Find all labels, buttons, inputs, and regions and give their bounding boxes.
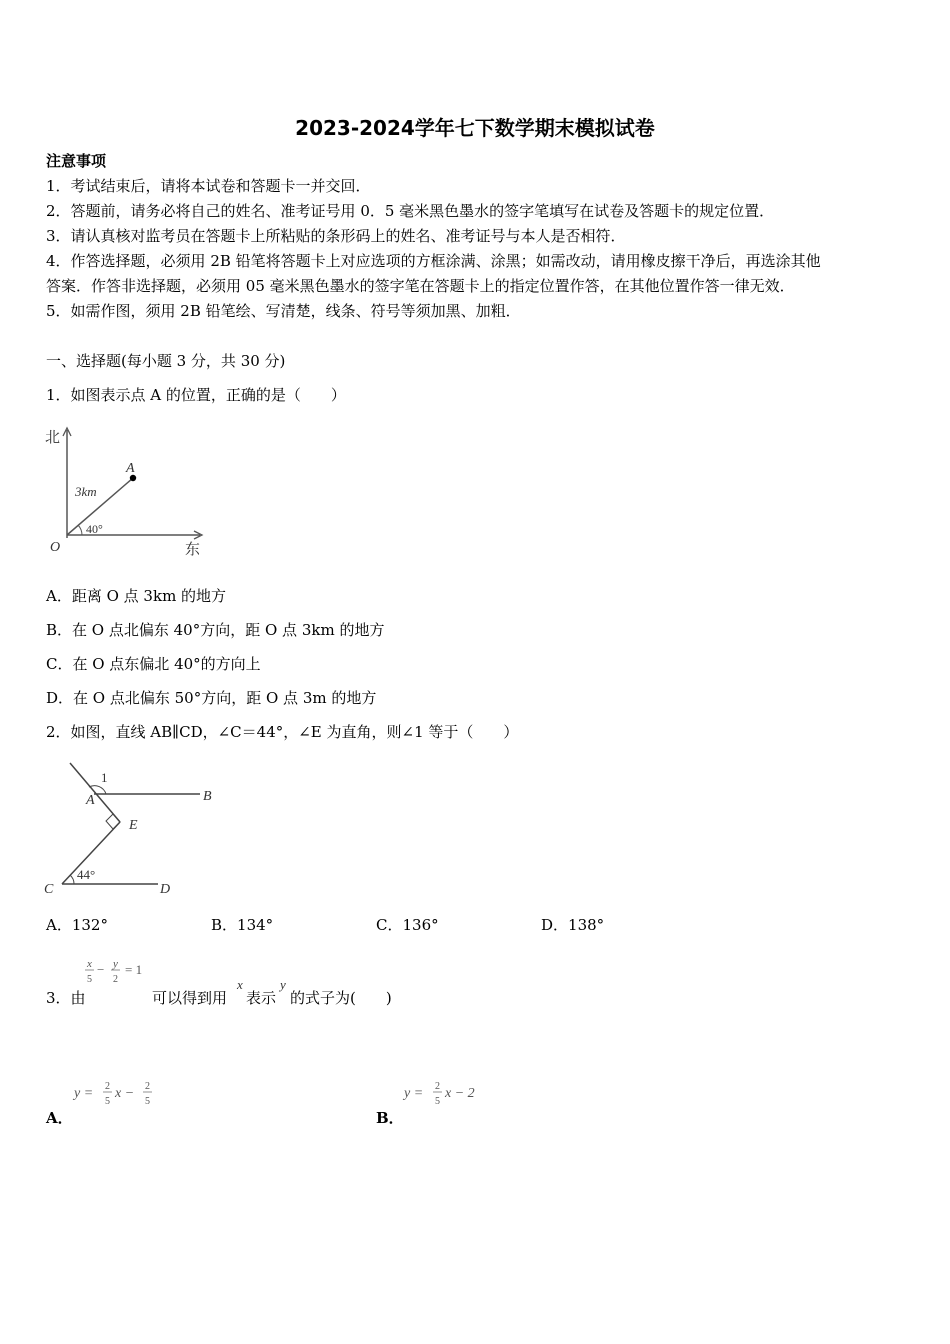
notice-item: 1．考试结束后，请将本试卷和答题卡一并交回． [46,177,371,195]
east-label: 东 [185,542,201,558]
question-1-option: D．在 O 点北偏东 50°方向，距 O 点 3m 的地方 [46,689,377,707]
question-3-option-b-label: B． [376,1109,404,1127]
eq-y: y [113,958,118,970]
notice-heading: 注意事项 [46,152,107,170]
section-heading: 一、选择题(每小题 3 分，共 30 分) [46,352,286,370]
question-3-option-b-formula [402,1076,494,1110]
opt-b-rest: x − 2 [445,1086,475,1101]
question-3-equation [84,955,158,987]
question-3-option-a-formula [72,1076,164,1110]
question-2-figure [40,757,225,900]
opt-b-lhs: y = [404,1086,424,1101]
notice-item: 4．作答选择题，必须用 2B 铅笔将答题卡上对应选项的方框涂满、涂黑；如需改动，请用橡皮擦干净后，再选涂其他 [46,252,821,270]
notice-item: 答案．作答非选择题，必须用 05 毫米黑色墨水的签字笔在答题卡上的指定位置作答，在其他位置作答一律无效． [46,277,795,295]
distance-label: 3km [75,484,97,499]
question-1-stem: 1．如图表示点 A 的位置，正确的是（ ） [46,386,346,404]
opt-a-n1: 2 [105,1081,110,1092]
point-a-label: A [86,793,95,808]
opt-a-d2: 5 [145,1096,150,1107]
point-d-label: D [160,882,171,897]
point-a-label: A [126,461,135,476]
notice-item: 5．如需作图，须用 2B 铅笔绘、写清楚，线条、符号等须加黑、加粗． [46,302,521,320]
question-1-option: B．在 O 点北偏东 40°方向，距 O 点 3km 的地方 [46,621,385,639]
question-1-option: A．距离 O 点 3km 的地方 [46,587,227,605]
angle-1-label: 1 [101,770,108,785]
opt-b-d1: 5 [435,1096,440,1107]
eq-two: 2 [113,974,118,985]
question-3-var-x: x [237,977,243,992]
opt-a-d1: 5 [105,1096,110,1107]
question-3-prefix: 3．由 [46,989,86,1007]
eq-five: 5 [87,974,92,985]
question-3-suffix: 的式子为( ) [290,989,392,1007]
question-3-var-y: y [280,977,286,992]
notice-item: 3．请认真核对监考员在答题卡上所粘贴的条形码上的姓名、准考证号与本人是否相符． [46,227,626,245]
angle-label: 40° [86,522,103,536]
opt-a-n2: 2 [145,1081,150,1092]
question-2-option: B．134° [211,916,274,934]
opt-a-x: x − [115,1086,135,1101]
question-2-option: C．136° [376,916,439,934]
question-1-option: C．在 O 点东偏北 40°的方向上 [46,655,261,673]
north-label: 北 [45,430,61,446]
notice-item: 2．答题前，请务必将自己的姓名、准考证号用 0．5 毫米黑色墨水的签字笔填写在试卷及答题卡的规定位置． [46,202,775,220]
eq-rhs: = 1 [125,962,143,977]
point-e-label: E [129,818,138,833]
question-2-option: A．132° [46,916,108,934]
eq-minus: − [97,962,105,977]
point-c-label: C [44,882,54,897]
eq-x: x [87,958,92,970]
question-3-option-a-label: A． [46,1109,73,1127]
question-3-show: 表示 [246,989,277,1007]
question-1-figure [40,420,215,562]
point-b-label: B [203,789,212,804]
opt-b-n1: 2 [435,1081,440,1092]
opt-a-lhs: y = [74,1086,94,1101]
page-title: 2023-2024学年七下数学期末模拟试卷 [295,116,655,140]
question-3-middle: 可以得到用 [152,989,228,1007]
question-2-stem: 2．如图，直线 AB∥CD，∠C＝44°，∠E 为直角，则∠1 等于（ ） [46,723,519,741]
angle-44-label: 44° [77,867,96,882]
origin-label: O [50,540,61,555]
question-2-option: D．138° [541,916,605,934]
